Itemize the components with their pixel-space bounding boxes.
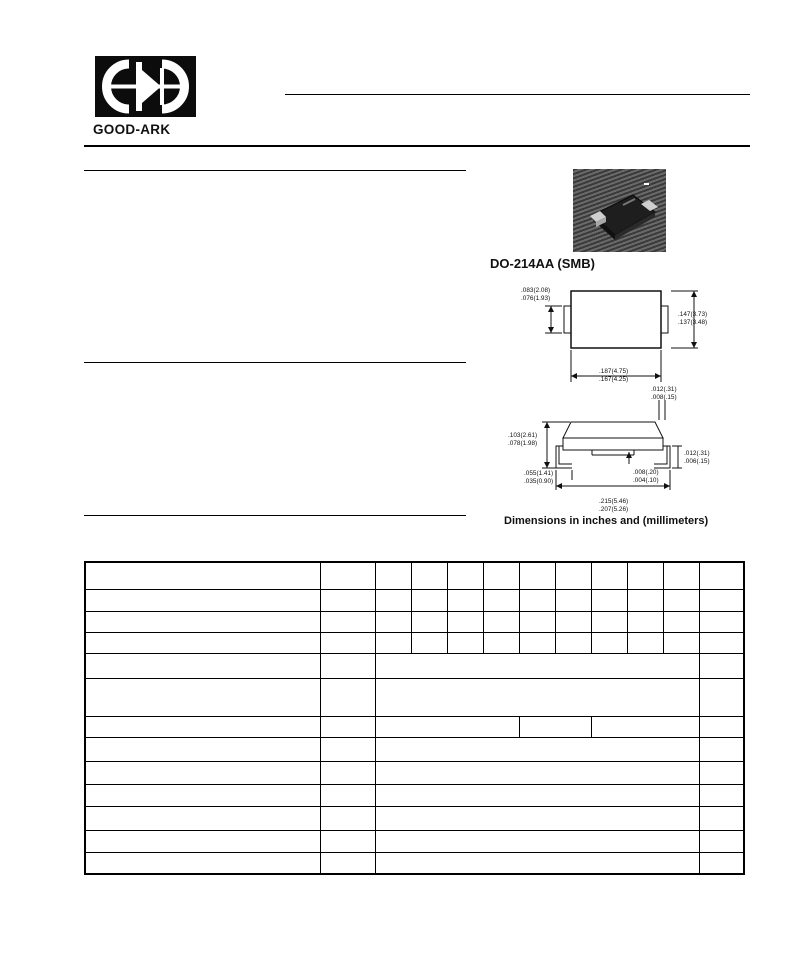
table-row [85,562,744,589]
brand-name: GOOD-ARK [93,122,171,137]
table-row [85,806,744,830]
dim-body-length: .187(4.75) .167(4.25) [599,368,629,383]
table-row [85,716,744,737]
dimensions-caption: Dimensions in inches and (millimeters) [504,515,709,527]
dim-body-height: .147(3.73) .137(3.48) [678,311,708,326]
table-row [85,678,744,716]
table-row [85,830,744,852]
table-row [85,653,744,678]
dim-standoff: .008(.20) .004(.10) [633,469,659,484]
dim-tab-width: .083(2.08) .076(1.93) [521,287,551,302]
table-row [85,761,744,784]
table-row [85,737,744,761]
dim-lead-thickness-right: .012(.31) .006(.15) [684,450,710,465]
dim-overall-height: .103(2.61) .078(1.98) [508,432,538,447]
table-row [85,611,744,632]
table-row [85,852,744,874]
dim-lead-thickness-top: .012(.31) .008(.15) [651,386,677,401]
ratings-table [84,561,745,875]
package-label: DO-214AA (SMB) [490,256,595,271]
table-row [85,632,744,653]
table-row [85,589,744,611]
dim-overall-length: .215(5.46) .207(5.26) [599,498,629,513]
table-row [85,784,744,806]
dim-lead-length: .055(1.41) .035(0.90) [524,470,554,485]
